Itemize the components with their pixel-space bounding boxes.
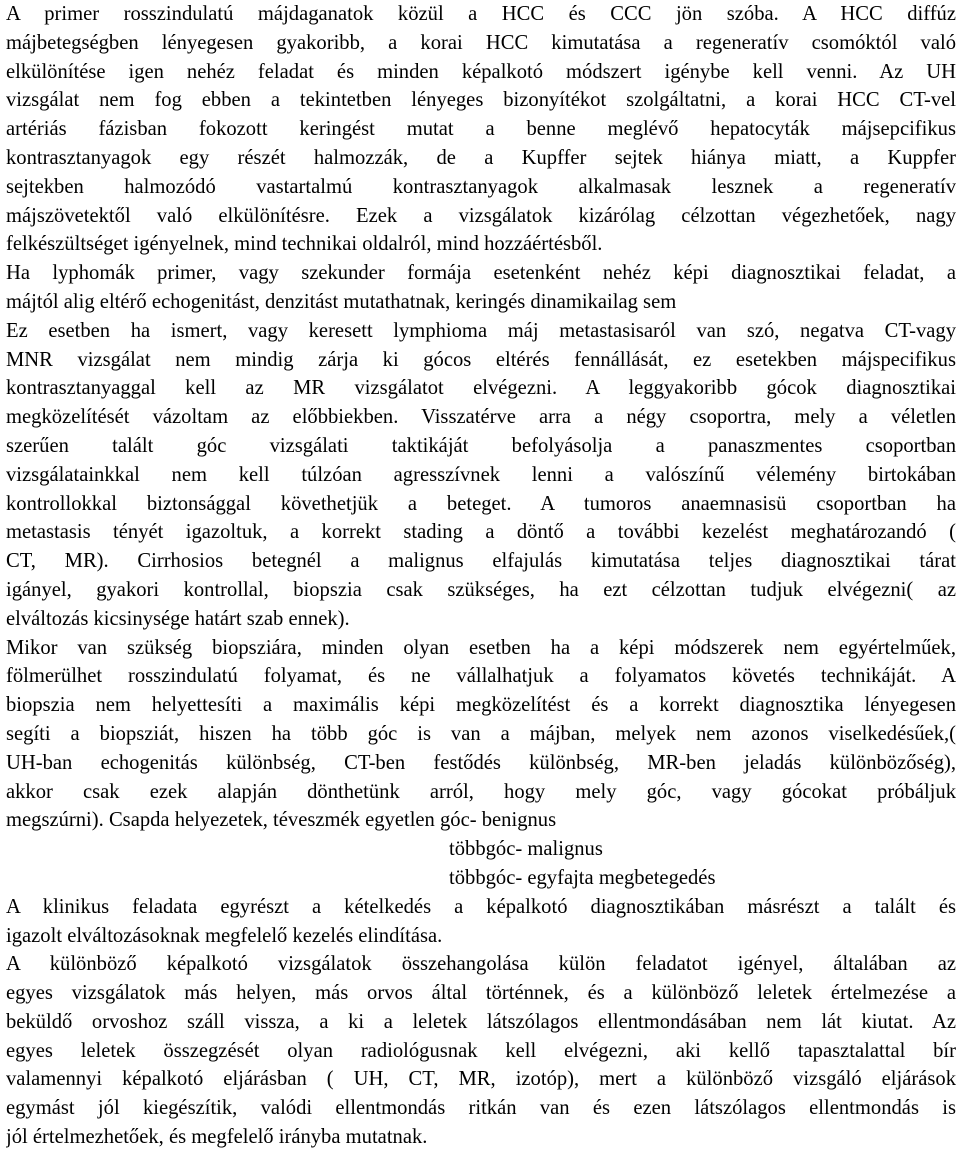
text-line: igányel, gyakori kontrollal, biopszia csak szükséges, ha ezt célzottan tudjuk elvégezni( az xyxy=(6,578,956,601)
text-line: fölmerülhet rosszindulatú folyamat, és ne vállalhatjuk a folyamatos követés technikáját. A xyxy=(6,665,956,688)
text-line: elkülönítése igen nehéz feladat és minden képalkotó módszert igénybe kell venni. Az UH xyxy=(6,60,956,83)
text-line: többgóc- malignus xyxy=(449,838,603,861)
text-line: beküldő orvoshoz száll vissza, a ki a leletek látszólagos ellentmondásában nem lát kiutat. Az xyxy=(6,1010,956,1033)
text-line: A primer rosszindulatú májdaganatok közül a HCC és CCC jön szóba. A HCC diffúz xyxy=(6,3,956,25)
text-line: elváltozás kicsinysége határt szab ennek). xyxy=(6,607,350,630)
text-line: többgóc- egyfajta megbetegedés xyxy=(449,866,716,889)
text-line: Ha lyphomák primer, vagy szekunder formája esetenként nehéz képi diagnosztikai feladat, a xyxy=(6,262,956,285)
text-line: artériás fázisban fokozott keringést mutat a benne meglévő hepatocyták májsepcifikus xyxy=(6,118,956,141)
text-line: egyes leletek összegzését olyan radiológusnak kell elvégezni, aki kellő tapasztalattal bír xyxy=(6,1039,956,1062)
text-line: megszúrni). Csapda helyezetek, téveszmék egyetlen góc- benignus xyxy=(6,809,557,832)
text-line: Ez esetben ha ismert, vagy keresett lymphioma máj metastasisaról van szó, negatva CT-vagy xyxy=(6,319,956,342)
text-line: májbetegségben lényegesen gyakoribb, a korai HCC kimutatása a regeneratív csomóktól való xyxy=(6,31,956,54)
text-line: Mikor van szükség biopsziára, minden olyan esetben ha a képi módszerek nem egyértelműek, xyxy=(6,636,956,659)
text-line: szerűen talált góc vizsgálati taktikáját befolyásolja a panaszmentes csoportban xyxy=(6,434,956,457)
text-line: egyes vizsgálatok más helyen, más orvos által történnek, és a különböző leletek értelmezése a xyxy=(6,982,956,1005)
text-line: valamennyi képalkotó eljárásban ( UH, CT, MR, izotóp), mert a különböző vizsgáló eljárások xyxy=(6,1068,956,1091)
text-line: UH-ban echogenitás különbség, CT-ben festődés különbség, MR-ben jeladás különbözőség), xyxy=(6,751,956,774)
text-line: A klinikus feladata egyrészt a kételkedés a képalkotó diagnosztikában másrészt a talált és xyxy=(6,895,956,918)
text-line: biopszia nem helyettesíti a maximális képi megközelítést és a korrekt diagnosztika lényegesen xyxy=(6,694,956,717)
text-line: májtól alig eltérő echogenitást, denzitást mutathatnak, keringés dinamikailag sem xyxy=(6,290,677,313)
text-line: májszövetektől való elkülönítésre. Ezek a vizsgálatok kizárólag célzottan végezhetőek, nagy xyxy=(6,204,956,227)
text-line: kontrasztanyaggal kell az MR vizsgálatot elvégezni. A leggyakoribb gócok diagnosztikai xyxy=(6,377,956,400)
text-line: jól értelmezhetőek, és megfelelő irányba mutatnak. xyxy=(6,1126,428,1149)
text-line: CT, MR). Cirrhosios betegnél a malignus elfajulás kimutatása teljes diagnosztikai tárat xyxy=(6,550,956,573)
document-page xyxy=(6,0,956,1152)
text-line: egymást jól kiegészítik, valódi ellentmondás ritkán van és ezen látszólagos ellentmondás is xyxy=(6,1097,956,1120)
text-line: sejtekben halmozódó vastartalmú kontrasztanyagok alkalmasak lesznek a regeneratív xyxy=(6,175,956,198)
text-line: vizsgálatainkkal nem kell túlzóan agresszívnek lenni a valószínű vélemény birtokában xyxy=(6,463,956,486)
text-line: A különböző képalkotó vizsgálatok összehangolása külön feladatot igényel, általában az xyxy=(6,953,956,976)
text-line: megközelítését vázoltam az előbbiekben. Visszatérve arra a négy csoportra, mely a véletlen xyxy=(6,406,956,429)
text-line: segíti a biopsziát, hiszen ha több góc is van a májban, melyek nem azonos viselkedésűek,( xyxy=(6,722,956,745)
text-line: akkor csak ezek alapján dönthetünk arról, hogy mely góc, vagy gócokat próbáljuk xyxy=(6,780,956,803)
text-line: felkészültséget igényelnek, mind technikai oldalról, mind hozzáértésből. xyxy=(6,233,603,256)
text-line: metastasis tényét igazoltuk, a korrekt stading a döntő a további kezelést meghatározandó ( xyxy=(6,521,956,544)
text-line: igazolt elváltozásoknak megfelelő kezelés elindítása. xyxy=(6,924,443,947)
text-line: vizsgálat nem fog ebben a tekintetben lényeges bizonyítékot szolgáltatni, a korai HCC CT-vel xyxy=(6,89,956,112)
text-line: kontrollokkal biztonsággal követhetjük a beteget. A tumoros anaemnasisü csoportban ha xyxy=(6,492,956,515)
text-line: MNR vizsgálat nem mindig zárja ki gócos eltérés fennállását, ez esetekben májspecifikus xyxy=(6,348,956,371)
text-line: kontrasztanyagok egy részét halmozzák, de a Kupffer sejtek hiánya miatt, a Kuppfer xyxy=(6,146,956,169)
